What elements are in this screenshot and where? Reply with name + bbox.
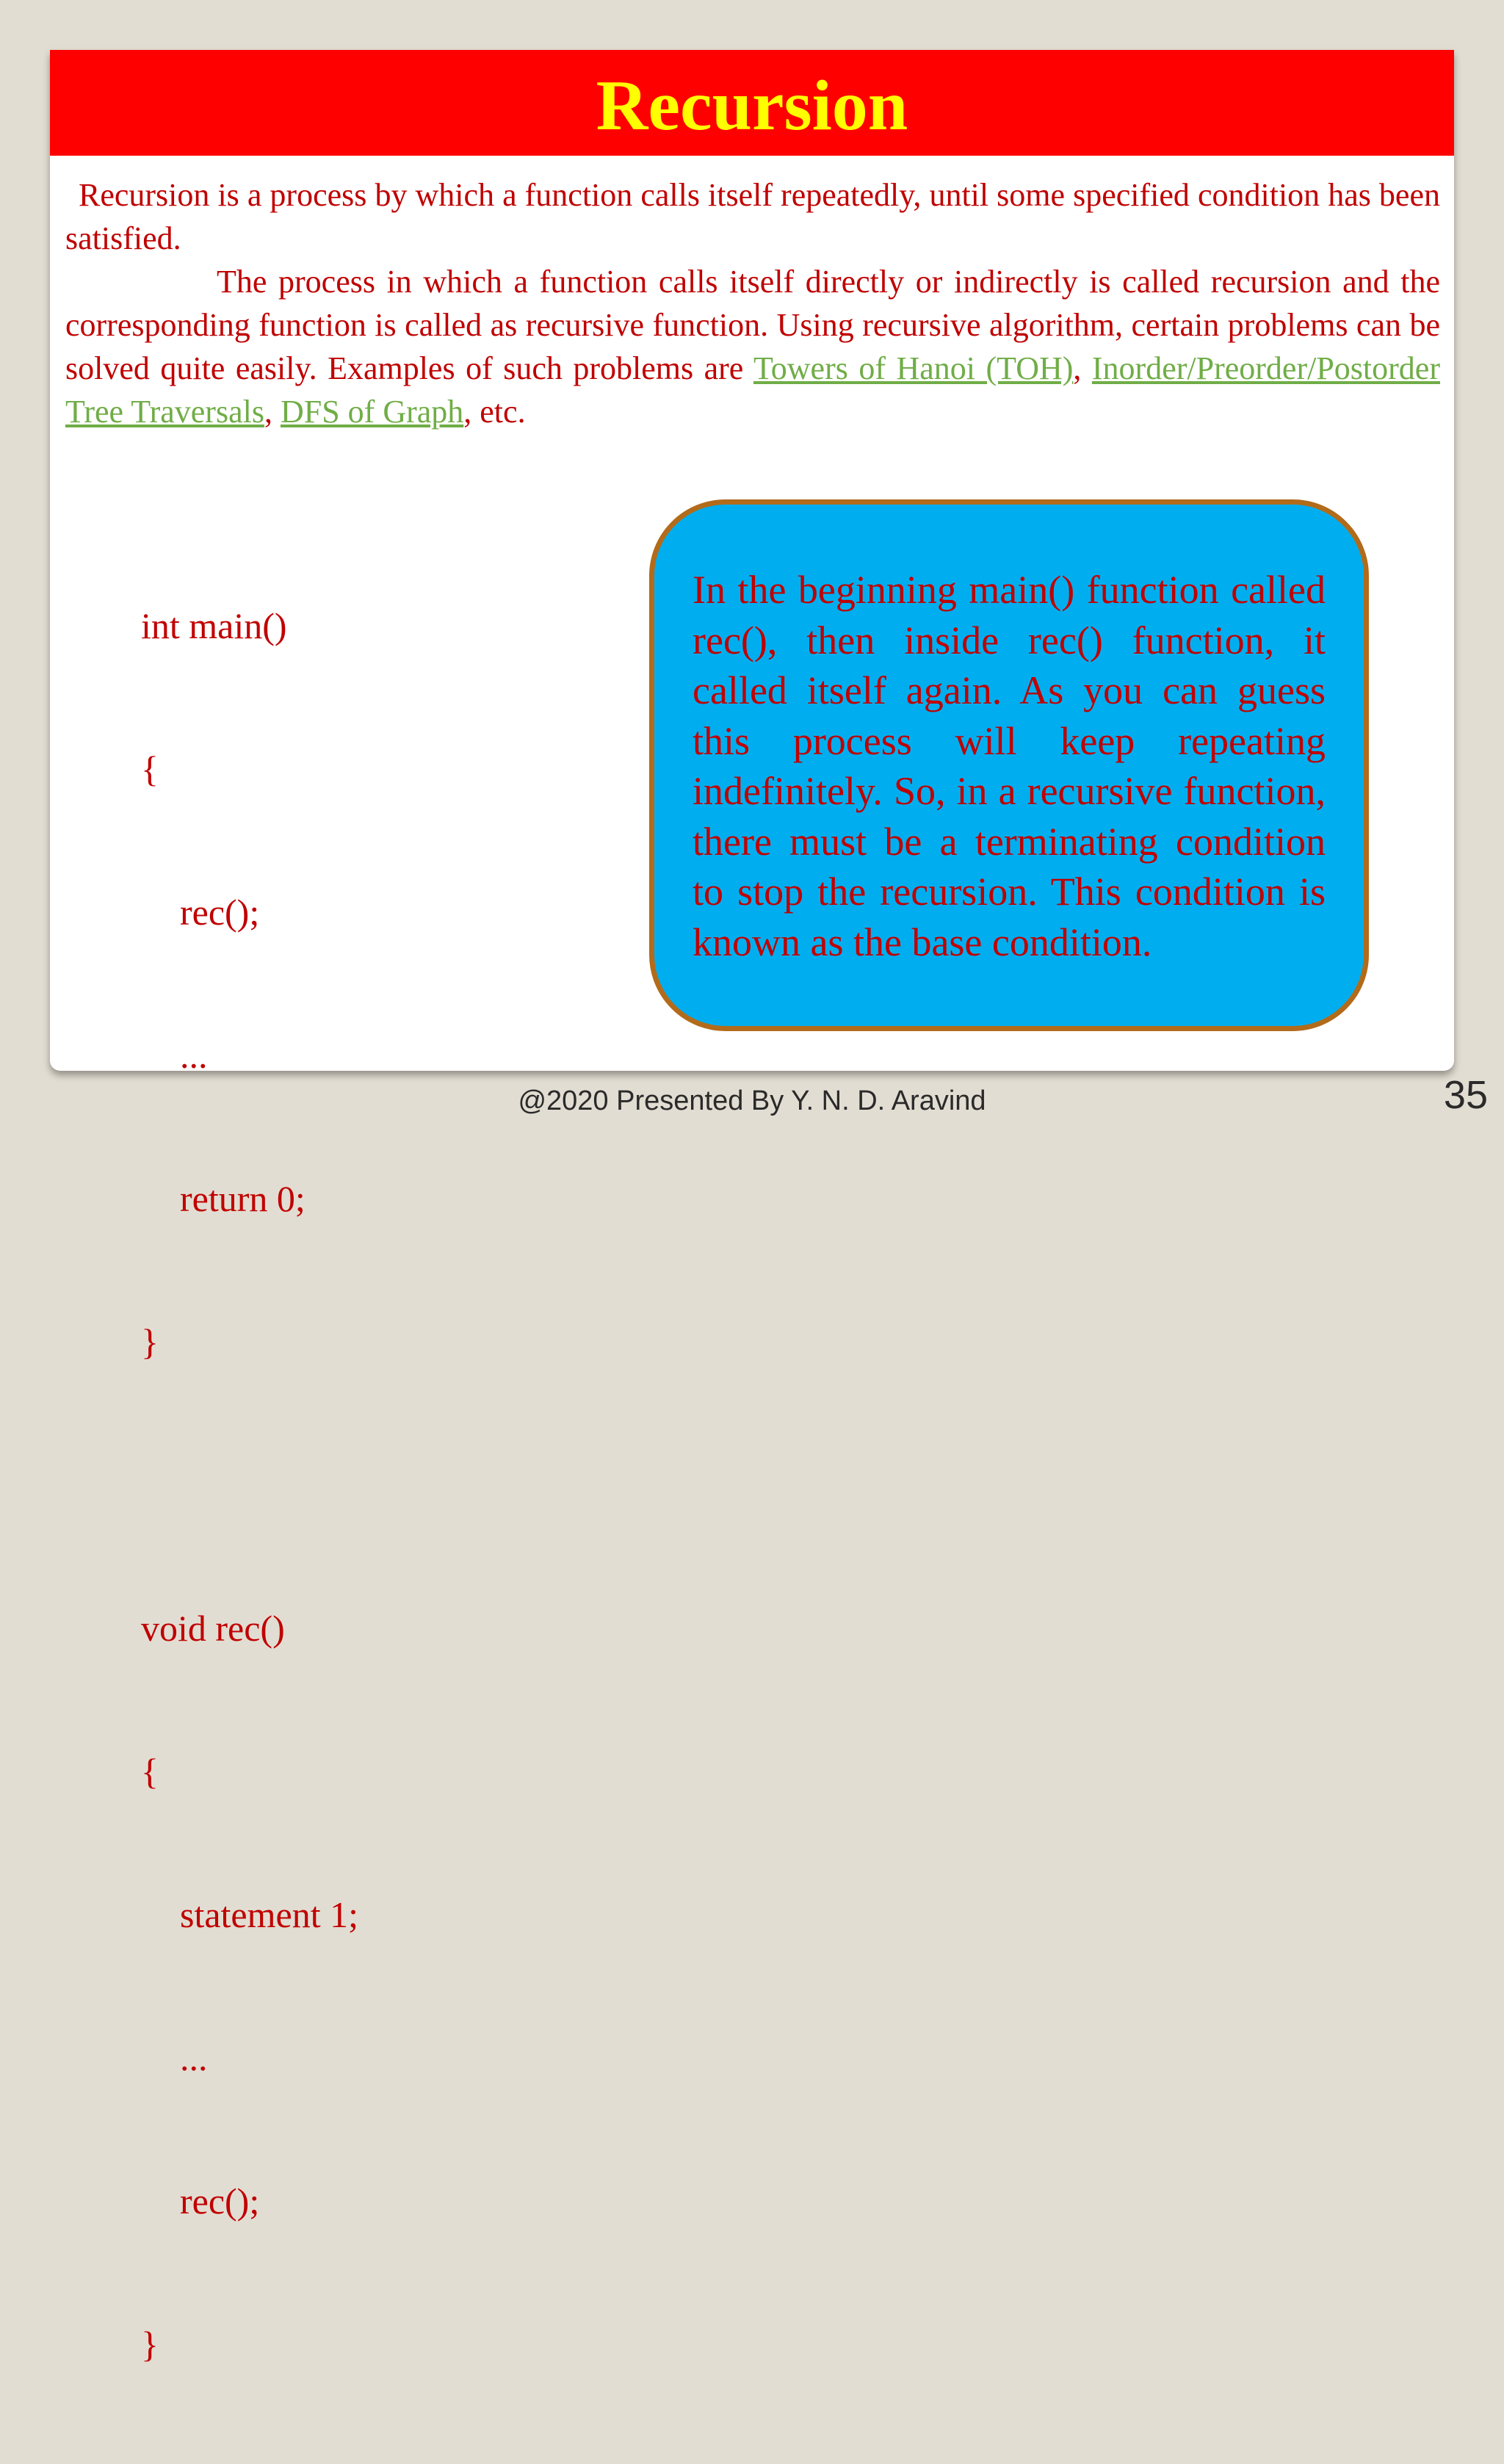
code-line-rec-open: { bbox=[141, 1751, 159, 1792]
intro-paragraph-1: Recursion is a process by which a function calls itself repeatedly, until some specified condition has been satisfied. bbox=[65, 177, 1440, 256]
intro-text bbox=[65, 173, 1440, 433]
link-towers-of-hanoi[interactable]: Towers of Hanoi (TOH) bbox=[753, 350, 1074, 386]
footer-credit: @2020 Presented By Y. N. D. Aravind bbox=[518, 1085, 986, 1116]
intro-paragraph-2 bbox=[65, 260, 1440, 433]
code-line-main-open: { bbox=[141, 748, 159, 790]
page-number: 35 bbox=[1443, 1073, 1488, 1117]
title-bar bbox=[50, 50, 1454, 156]
code-line-main-signature: int main() bbox=[141, 605, 287, 646]
intro-paragraph-2-text: The process in which a function calls itself directly or indirectly is called recursion and the corresponding function is called as recursive function. Using recursive algorithm, certain problems can be solved quite easily. Examples of such problems are bbox=[65, 264, 1440, 386]
code-line-rec-call: rec(); bbox=[180, 2181, 260, 2222]
link-tree-traversals[interactable]: Inorder/Preorder/Postorder Tree Traversals bbox=[65, 350, 1440, 430]
explanation-callout bbox=[649, 499, 1369, 1031]
code-line-main-return: return 0; bbox=[180, 1178, 306, 1219]
code-line-blank bbox=[141, 1462, 358, 1509]
code-line-rec-signature: void rec() bbox=[141, 1608, 285, 1649]
code-line-rec-close: } bbox=[141, 2324, 159, 2365]
code-example bbox=[141, 507, 358, 2464]
slide-title: Recursion bbox=[596, 66, 908, 145]
callout-text: In the beginning main() function called rec(), then inside rec() function, it called itself again. As you can guess this process will keep repeating indefinitely. So, in a recursive function, there must be a terminating condition to stop the recursion. This condition is known as the base condition. bbox=[693, 568, 1326, 964]
separator: , bbox=[264, 394, 281, 430]
link-dfs-of-graph[interactable]: DFS of Graph bbox=[280, 394, 464, 430]
code-line-main-close: } bbox=[141, 1321, 159, 1362]
code-line-rec-ellipsis: ... bbox=[180, 2037, 208, 2078]
code-line-main-call: rec(); bbox=[180, 892, 260, 933]
code-line-main-ellipsis: ... bbox=[180, 1035, 208, 1076]
code-line-rec-statement: statement 1; bbox=[180, 1894, 358, 1935]
separator: , bbox=[1073, 350, 1092, 386]
intro-tail: , etc. bbox=[463, 394, 526, 430]
